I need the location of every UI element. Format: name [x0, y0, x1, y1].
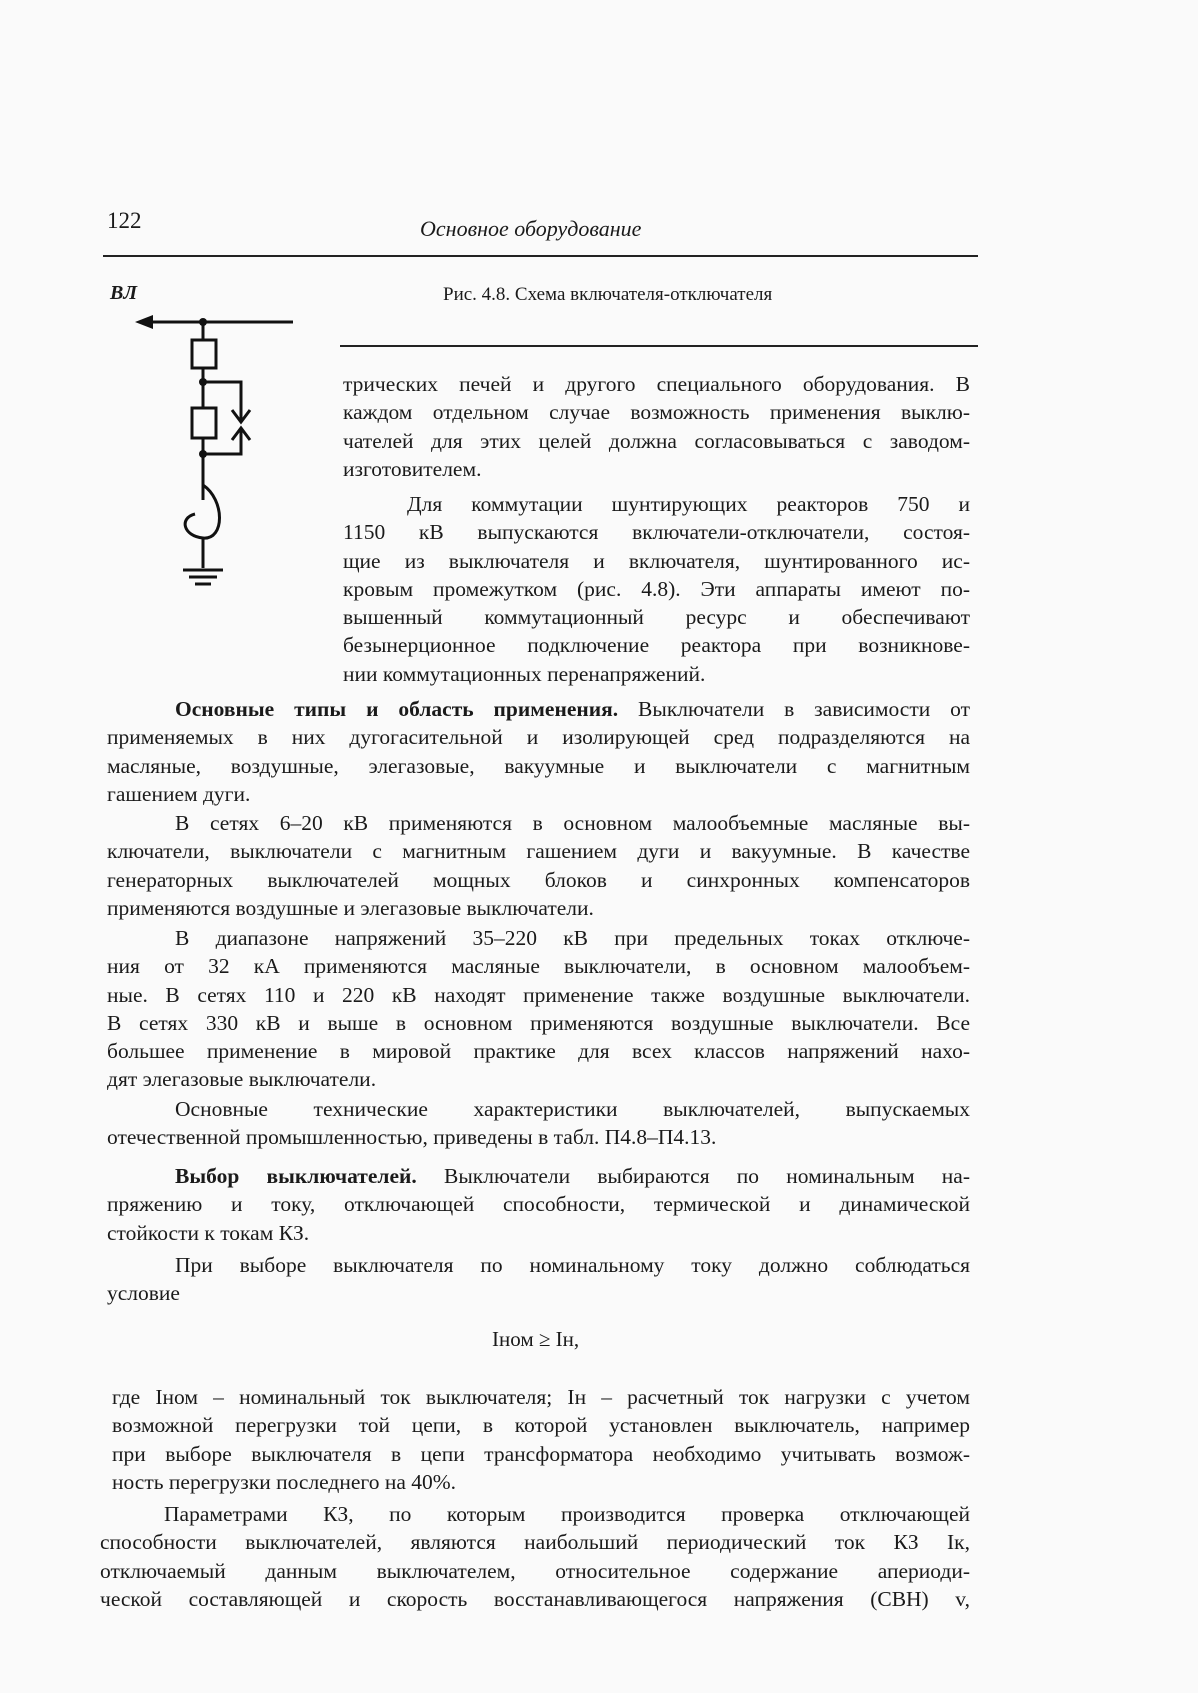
- figure-label-vl: ВЛ: [110, 282, 138, 304]
- paragraph-6: Основные технические характеристики выключателей, выпускаемых отечественной промышленностью, приведены в табл. П4.8–П4.13.: [107, 1097, 970, 1150]
- paragraph-2: Для коммутации шунтирующих реакторов 750 и 1150 кВ выпускаются включатели-отключатели, состоя- щие из выключателя и включателя, шунтированного ис- кровым промежутком (рис. 4.8). Эти аппараты имеют по- вышенный коммутационный ресурс и обеспечивают безынерционное подключение реактора при возникнове- нии коммутационных перенапряжений.: [343, 492, 970, 686]
- page-number: 122: [107, 208, 142, 233]
- paragraph-10: Параметрами КЗ, по которым производится проверка отключающей способности выключателей, являются наибольший периодический ток КЗ Iк, отключаемый данным выключателем, относительное содержание апериоди- ческой составляющей и скорость восстанавливающегося напряжения (СВН) v,: [100, 1502, 970, 1611]
- header-rule: [103, 255, 978, 257]
- paragraph-9: где Iном – номинальный ток выключателя; Iн – расчетный ток нагрузки с учетом возможной перегрузки той цепи, в которой установлен выключатель, например при выборе выключателя в цепи трансформатора необходимо учитывать возмож- ность перегрузки последнего на 40%.: [112, 1385, 970, 1494]
- figure-caption: Рис. 4.8. Схема включателя-отключателя: [443, 284, 773, 305]
- formula-current-condition: Iном ≥ Iн,: [492, 1327, 580, 1351]
- paragraph-1: трических печей и другого специального оборудования. В каждом отдельном случае возможность применения выклю- чателей для этих целей должна согласовываться с заводом- изготовителем.: [343, 372, 970, 481]
- paragraph-5: В диапазоне напряжений 35–220 кВ при предельных токах отключе- ния от 32 кА применяются масляные выключатели, в основном малообъем- ные. В сетях 110 и 220 кВ находят применение также воздушные выключатели. В сетях 330 кВ и выше в основном применяются воздушные выключатели. Все большее применение в мировой практике для всех классов напряжений нахо- дят элегазовые выключатели.: [107, 926, 970, 1092]
- section-heading-selection: Выбор выключателей.: [175, 1164, 417, 1188]
- paragraph-4: В сетях 6–20 кВ применяются в основном малообъемные масляные вы- ключатели, выключатели с магнитным гашением дуги и вакуумные. В качестве генераторных выключателей мощных блоков и синхронных компенсаторов применяются воздушные и элегазовые выключатели.: [107, 811, 970, 920]
- running-title: Основное оборудование: [420, 216, 642, 241]
- paragraph-8: При выборе выключателя по номинальному току должно соблюдаться условие: [107, 1253, 970, 1306]
- switch-schematic: [135, 300, 315, 640]
- section-heading-types: Основные типы и область применения.: [175, 697, 619, 721]
- circuit-breaker-symbol: [192, 340, 216, 368]
- ground-icon: [183, 570, 223, 584]
- paragraph-7: Выбор выключателей. Выключатели выбираются по номинальным на- пряжению и току, отключающей способности, термической и динамической стойкости к токам КЗ.: [107, 1164, 970, 1245]
- paragraph-3: Основные типы и область применения. Выключатели в зависимости от применяемых в них дугогасительной и изолирующей сред подразделяются на масляные, воздушные, элегазовые, вакуумные и выключатели с магнитным гашением дуги.: [107, 697, 970, 806]
- switch-symbol: [192, 408, 216, 438]
- line-arrow: [135, 315, 293, 329]
- caption-rule: [340, 345, 978, 347]
